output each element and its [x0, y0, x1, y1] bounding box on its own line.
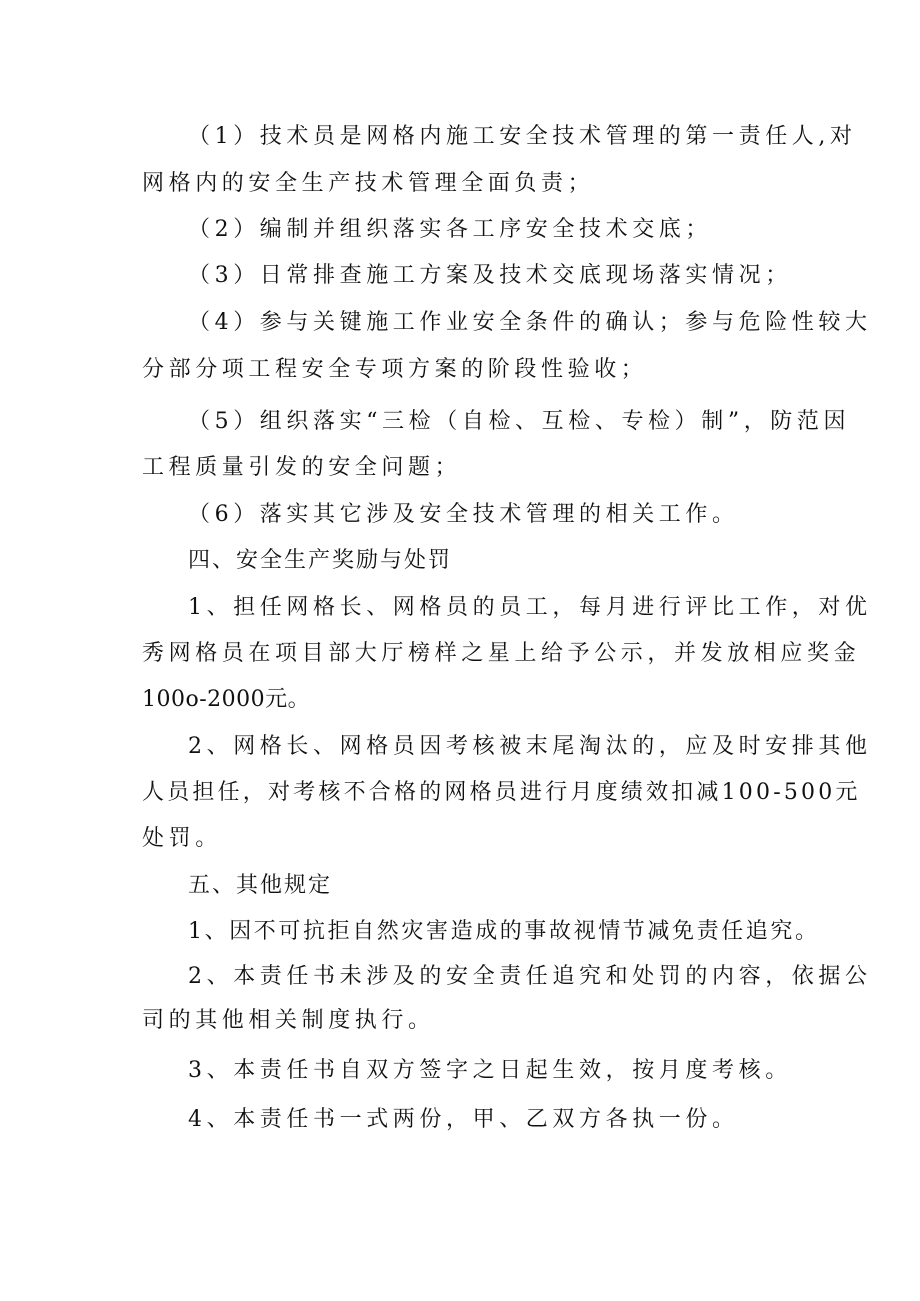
- text-line-18: 1、因不可抗拒自然灾害造成的事故视情节减免责任追究。: [188, 919, 820, 944]
- text-line-3: （2）编制并组织落实各工序安全技术交底；: [188, 217, 712, 242]
- text-line-9: （6）落实其它涉及安全技术管理的相关工作。: [188, 502, 739, 527]
- text-line-11: 1、担任网格长、网格员的员工，每月进行评比工作，对优: [188, 595, 872, 620]
- text-line-12: 秀网格员在项目部大厅榜样之星上给予公示，并发放相应奖金: [142, 641, 861, 666]
- text-line-13: 100o-2000元。: [142, 687, 311, 712]
- text-line-19: 2、本责任书未涉及的安全责任追究和处罚的内容，依据公: [188, 964, 872, 989]
- text-line-15: 人员担任，对考核不合格的网格员进行月度绩效扣减100-500元: [142, 780, 861, 805]
- text-line-20: 司的其他相关制度执行。: [142, 1008, 435, 1033]
- text-line-8: 工程质量引发的安全问题；: [142, 455, 462, 480]
- text-line-1: （1）技术员是网格内施工安全技术管理的第一责任人,对: [188, 124, 857, 149]
- text-line-4: （3）日常排查施工方案及技术交底现场落实情况；: [188, 263, 792, 288]
- section-heading-4: 四、安全生产奖励与处罚: [188, 548, 453, 573]
- text-line-21: 3、本责任书自双方签字之日起生效，按月度考核。: [188, 1058, 792, 1083]
- section-heading-5: 五、其他规定: [188, 873, 333, 898]
- text-line-2: 网格内的安全生产技术管理全面负责；: [142, 171, 595, 196]
- text-line-5: （4）参与关键施工作业安全条件的确认；参与危险性较大: [188, 310, 872, 335]
- text-line-16: 处罚。: [142, 826, 222, 851]
- text-line-7: （5）组织落实“三检（自检、互检、专检）制”，防范因: [188, 409, 851, 434]
- text-line-22: 4、本责任书一式两份，甲、乙双方各执一份。: [188, 1107, 739, 1132]
- text-line-14: 2、网格长、网格员因考核被末尾淘汰的，应及时安排其他: [188, 734, 872, 759]
- text-line-6: 分部分项工程安全专项方案的阶段性验收；: [142, 357, 648, 382]
